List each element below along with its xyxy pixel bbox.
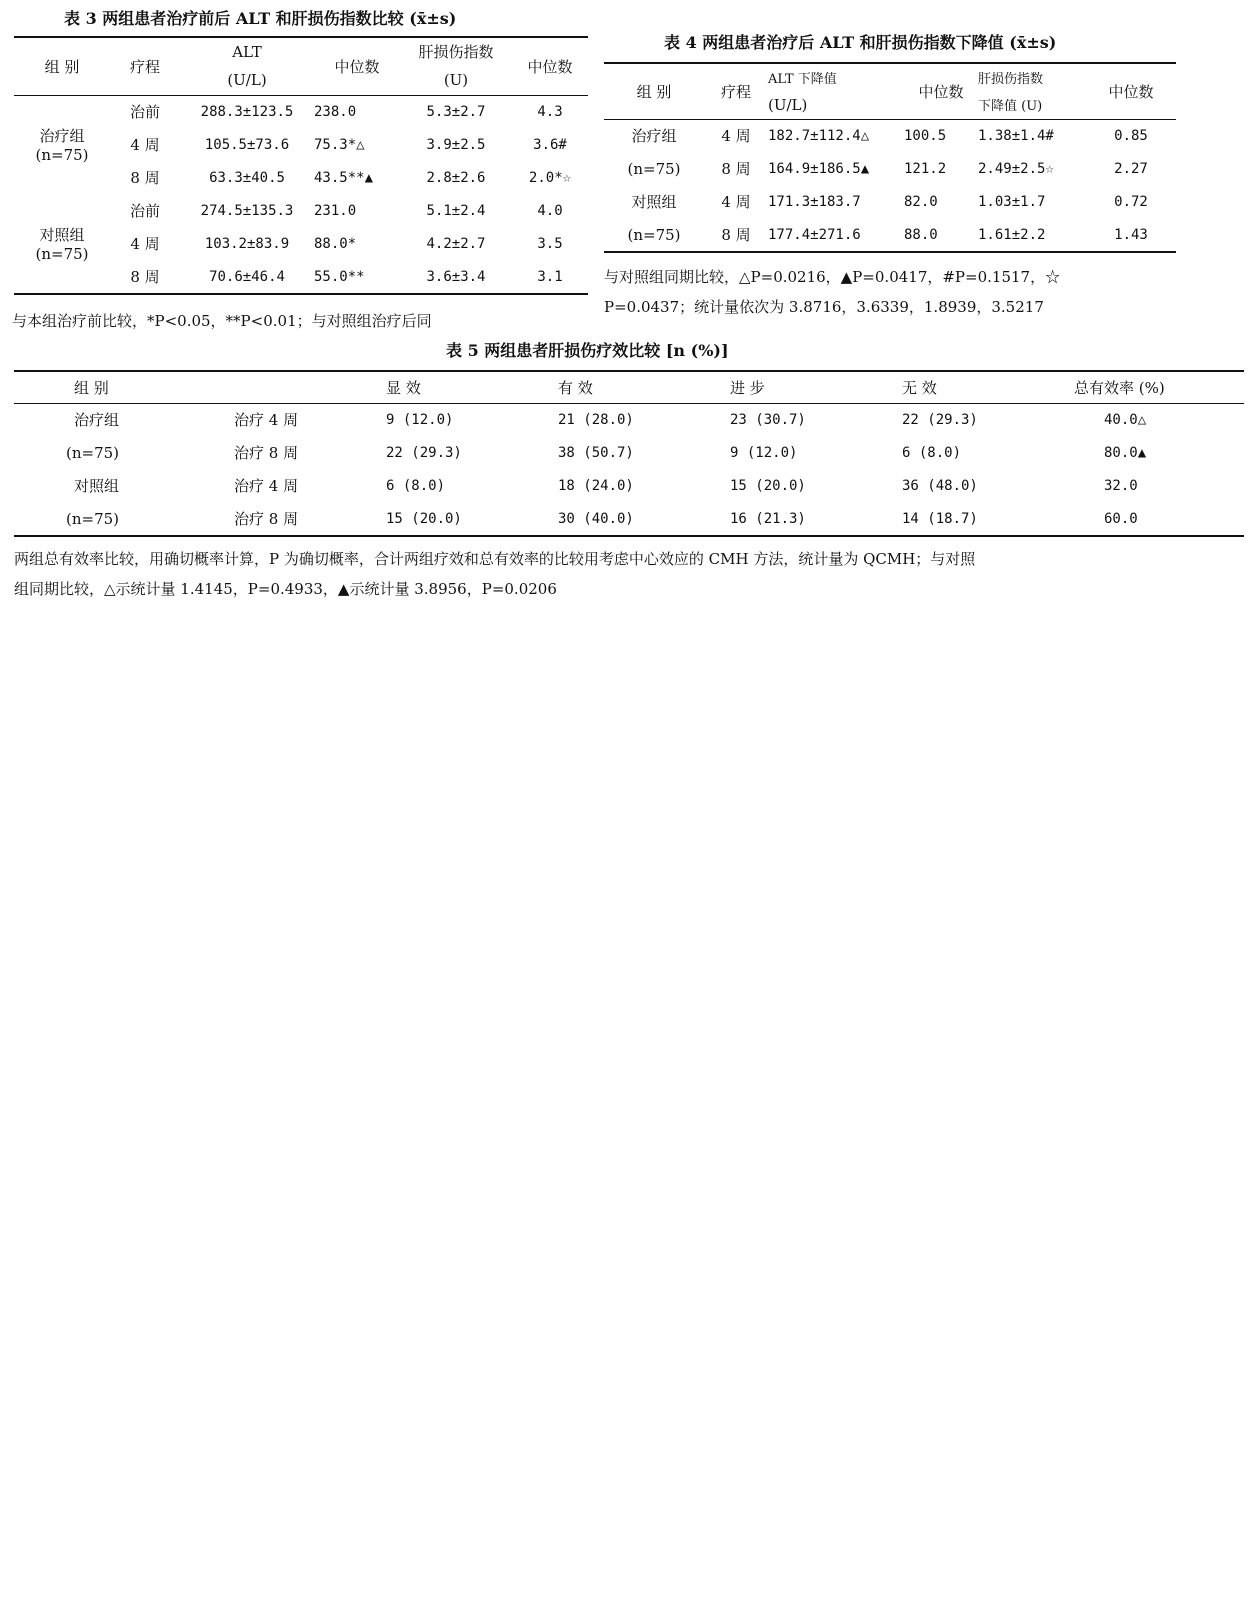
effective-value: 30 (40.0) bbox=[558, 510, 634, 527]
table3-header-alt: ALT bbox=[232, 42, 262, 61]
course: 8 周 bbox=[130, 268, 160, 286]
index-median: 0.72 bbox=[1114, 193, 1148, 210]
table5-header-effective: 有 效 bbox=[558, 378, 593, 397]
table3-header-index-unit: (U) bbox=[443, 70, 469, 89]
group: (n=75) bbox=[627, 225, 681, 244]
index-decrease: 2.49±2.5☆ bbox=[978, 160, 1054, 177]
table4-note-line2: P=0.0437；统计量依次为 3.8716，3.6339，1.8939，3.5217 bbox=[604, 298, 1044, 316]
alt-median: 82.0 bbox=[904, 193, 938, 210]
group-name: 治疗组 bbox=[39, 127, 85, 146]
index-value: 2.8±2.6 bbox=[426, 169, 486, 186]
group-n: (n=75) bbox=[35, 146, 89, 165]
table-row bbox=[604, 119, 1176, 152]
alt-median: 55.0** bbox=[314, 268, 365, 285]
marked-value: 22 (29.3) bbox=[386, 444, 462, 461]
index-value: 3.9±2.5 bbox=[426, 136, 486, 153]
group: (n=75) bbox=[66, 509, 120, 528]
improved-value: 15 (20.0) bbox=[730, 477, 806, 494]
group-n: (n=75) bbox=[35, 245, 89, 263]
alt-median: 100.5 bbox=[904, 127, 947, 144]
index-value: 5.3±2.7 bbox=[426, 103, 486, 120]
table-row bbox=[14, 502, 1244, 536]
table-row bbox=[14, 194, 588, 227]
course: 4 周 bbox=[130, 235, 160, 253]
table5-caption: 表 5 两组患者肝损伤疗效比较 [n (%)] bbox=[446, 341, 729, 360]
table5-header-none: 无 效 bbox=[902, 378, 937, 397]
table4-header-alt-unit: (U/L) bbox=[768, 95, 808, 114]
none-value: 22 (29.3) bbox=[902, 411, 978, 428]
index-median: 3.5 bbox=[537, 235, 563, 252]
table-row bbox=[14, 436, 1244, 469]
index-decrease: 1.38±1.4# bbox=[978, 127, 1054, 144]
table5-header-improved: 进 步 bbox=[730, 378, 765, 397]
table4 bbox=[604, 62, 1176, 253]
index-median: 2.27 bbox=[1114, 160, 1148, 177]
course: 治疗 8 周 bbox=[234, 510, 299, 528]
improved-value: 16 (21.3) bbox=[730, 510, 806, 527]
effective-value: 38 (50.7) bbox=[558, 444, 634, 461]
alt-median: 88.0 bbox=[904, 226, 938, 243]
table4-header-median2: 中位数 bbox=[1108, 82, 1154, 101]
table4-header-course: 疗程 bbox=[720, 82, 751, 101]
alt-median: 121.2 bbox=[904, 160, 947, 177]
table3-header-course: 疗程 bbox=[129, 57, 160, 76]
table4-header-index: 肝损伤指数 bbox=[978, 72, 1044, 87]
marked-value: 9 (12.0) bbox=[386, 411, 454, 428]
alt-value: 63.3±40.5 bbox=[209, 169, 285, 186]
table-row bbox=[14, 95, 588, 128]
table5-header-marked: 显 效 bbox=[386, 378, 421, 397]
table3-group-cell bbox=[14, 194, 110, 294]
table3-group-cell bbox=[14, 95, 110, 194]
table-row bbox=[604, 185, 1176, 218]
table3 bbox=[14, 36, 588, 295]
table4-caption: 表 4 两组患者治疗后 ALT 和肝损伤指数下降值 (x̄±s) bbox=[664, 33, 1057, 52]
alt-median: 43.5**▲ bbox=[314, 169, 374, 186]
marked-value: 6 (8.0) bbox=[386, 477, 446, 494]
index-median: 3.6# bbox=[533, 136, 567, 153]
table5-header-total: 总有效率 (%) bbox=[1074, 378, 1165, 397]
table3-header-median2: 中位数 bbox=[527, 57, 573, 76]
table5 bbox=[14, 370, 1244, 537]
marked-value: 15 (20.0) bbox=[386, 510, 462, 527]
course: 8 周 bbox=[721, 226, 751, 244]
course: 治前 bbox=[129, 202, 160, 220]
group: (n=75) bbox=[627, 159, 681, 178]
improved-value: 9 (12.0) bbox=[730, 444, 798, 461]
index-value: 5.1±2.4 bbox=[426, 202, 486, 219]
total-rate: 40.0△ bbox=[1104, 411, 1147, 428]
table-row bbox=[604, 218, 1176, 252]
table4-header-alt: ALT 下降值 bbox=[768, 72, 837, 87]
alt-median: 238.0 bbox=[314, 103, 357, 120]
course: 治疗 4 周 bbox=[234, 477, 299, 495]
none-value: 6 (8.0) bbox=[902, 444, 962, 461]
course: 8 周 bbox=[721, 160, 751, 178]
table4-header-group: 组 别 bbox=[636, 82, 672, 101]
total-rate: 80.0▲ bbox=[1104, 444, 1147, 461]
table3-header-group: 组 别 bbox=[44, 57, 80, 76]
course: 治前 bbox=[129, 103, 160, 122]
alt-value: 274.5±135.3 bbox=[200, 202, 294, 219]
table-row bbox=[14, 469, 1244, 502]
none-value: 14 (18.7) bbox=[902, 510, 978, 527]
improved-value: 23 (30.7) bbox=[730, 411, 806, 428]
alt-median: 88.0* bbox=[314, 235, 357, 252]
course: 4 周 bbox=[721, 193, 751, 211]
group: 对照组 bbox=[74, 477, 120, 495]
group-name: 对照组 bbox=[39, 226, 85, 244]
group: 治疗组 bbox=[74, 411, 120, 430]
total-rate: 60.0 bbox=[1104, 510, 1138, 527]
table5-note-line2: 组同期比较，△示统计量 1.4145，P=0.4933，▲示统计量 3.8956，P=0.0206 bbox=[14, 580, 557, 598]
index-value: 3.6±3.4 bbox=[426, 268, 486, 285]
alt-value: 288.3±123.5 bbox=[200, 103, 294, 120]
course: 治疗 4 周 bbox=[234, 411, 299, 430]
table3-header-alt-unit: (U/L) bbox=[227, 70, 267, 89]
course: 4 周 bbox=[721, 127, 751, 146]
table4-note-line1: 与对照组同期比较，△P=0.0216，▲P=0.0417，#P=0.1517，☆ bbox=[604, 268, 1061, 286]
index-median: 2.0*☆ bbox=[528, 169, 572, 186]
index-value: 4.2±2.7 bbox=[426, 235, 486, 252]
alt-decrease: 164.9±186.5▲ bbox=[768, 160, 870, 177]
group: 治疗组 bbox=[631, 127, 677, 146]
alt-median: 231.0 bbox=[314, 202, 357, 219]
group: (n=75) bbox=[66, 443, 120, 462]
effective-value: 21 (28.0) bbox=[558, 411, 634, 428]
index-median: 0.85 bbox=[1114, 127, 1148, 144]
course: 8 周 bbox=[130, 169, 160, 187]
alt-value: 103.2±83.9 bbox=[204, 235, 290, 252]
group: 对照组 bbox=[631, 193, 677, 211]
index-median: 4.0 bbox=[537, 202, 563, 219]
index-decrease: 1.61±2.2 bbox=[978, 226, 1046, 243]
index-decrease: 1.03±1.7 bbox=[978, 193, 1046, 210]
index-median: 1.43 bbox=[1114, 226, 1148, 243]
table-row bbox=[14, 403, 1244, 436]
table3-header-index: 肝损伤指数 bbox=[418, 43, 494, 61]
alt-value: 70.6±46.4 bbox=[209, 268, 285, 285]
alt-value: 105.5±73.6 bbox=[204, 136, 290, 153]
effective-value: 18 (24.0) bbox=[558, 477, 634, 494]
total-rate: 32.0 bbox=[1104, 477, 1138, 494]
table3-caption: 表 3 两组患者治疗前后 ALT 和肝损伤指数比较 (x̄±s) bbox=[64, 9, 457, 28]
course: 治疗 8 周 bbox=[234, 444, 299, 462]
table-row bbox=[604, 152, 1176, 185]
alt-decrease: 182.7±112.4△ bbox=[768, 127, 870, 144]
table4-header-median1: 中位数 bbox=[918, 82, 964, 101]
course: 4 周 bbox=[130, 136, 160, 154]
table5-note-line1: 两组总有效率比较，用确切概率计算，P 为确切概率，合计两组疗效和总有效率的比较用考虑中心效应的 CMH 方法，统计量为 QCMH；与对照 bbox=[14, 550, 976, 568]
table5-header-group: 组 别 bbox=[74, 378, 109, 397]
table3-header-median1: 中位数 bbox=[334, 57, 380, 76]
none-value: 36 (48.0) bbox=[902, 477, 978, 494]
table4-header-index-unit: 下降值 (U) bbox=[978, 99, 1043, 115]
alt-decrease: 177.4±271.6 bbox=[768, 226, 861, 243]
alt-decrease: 171.3±183.7 bbox=[768, 193, 861, 210]
alt-median: 75.3*△ bbox=[314, 136, 365, 153]
index-median: 3.1 bbox=[537, 268, 563, 285]
table3-note: 与本组治疗前比较，*P<0.05，**P<0.01；与对照组治疗后同 bbox=[12, 312, 432, 330]
index-median: 4.3 bbox=[537, 103, 563, 120]
